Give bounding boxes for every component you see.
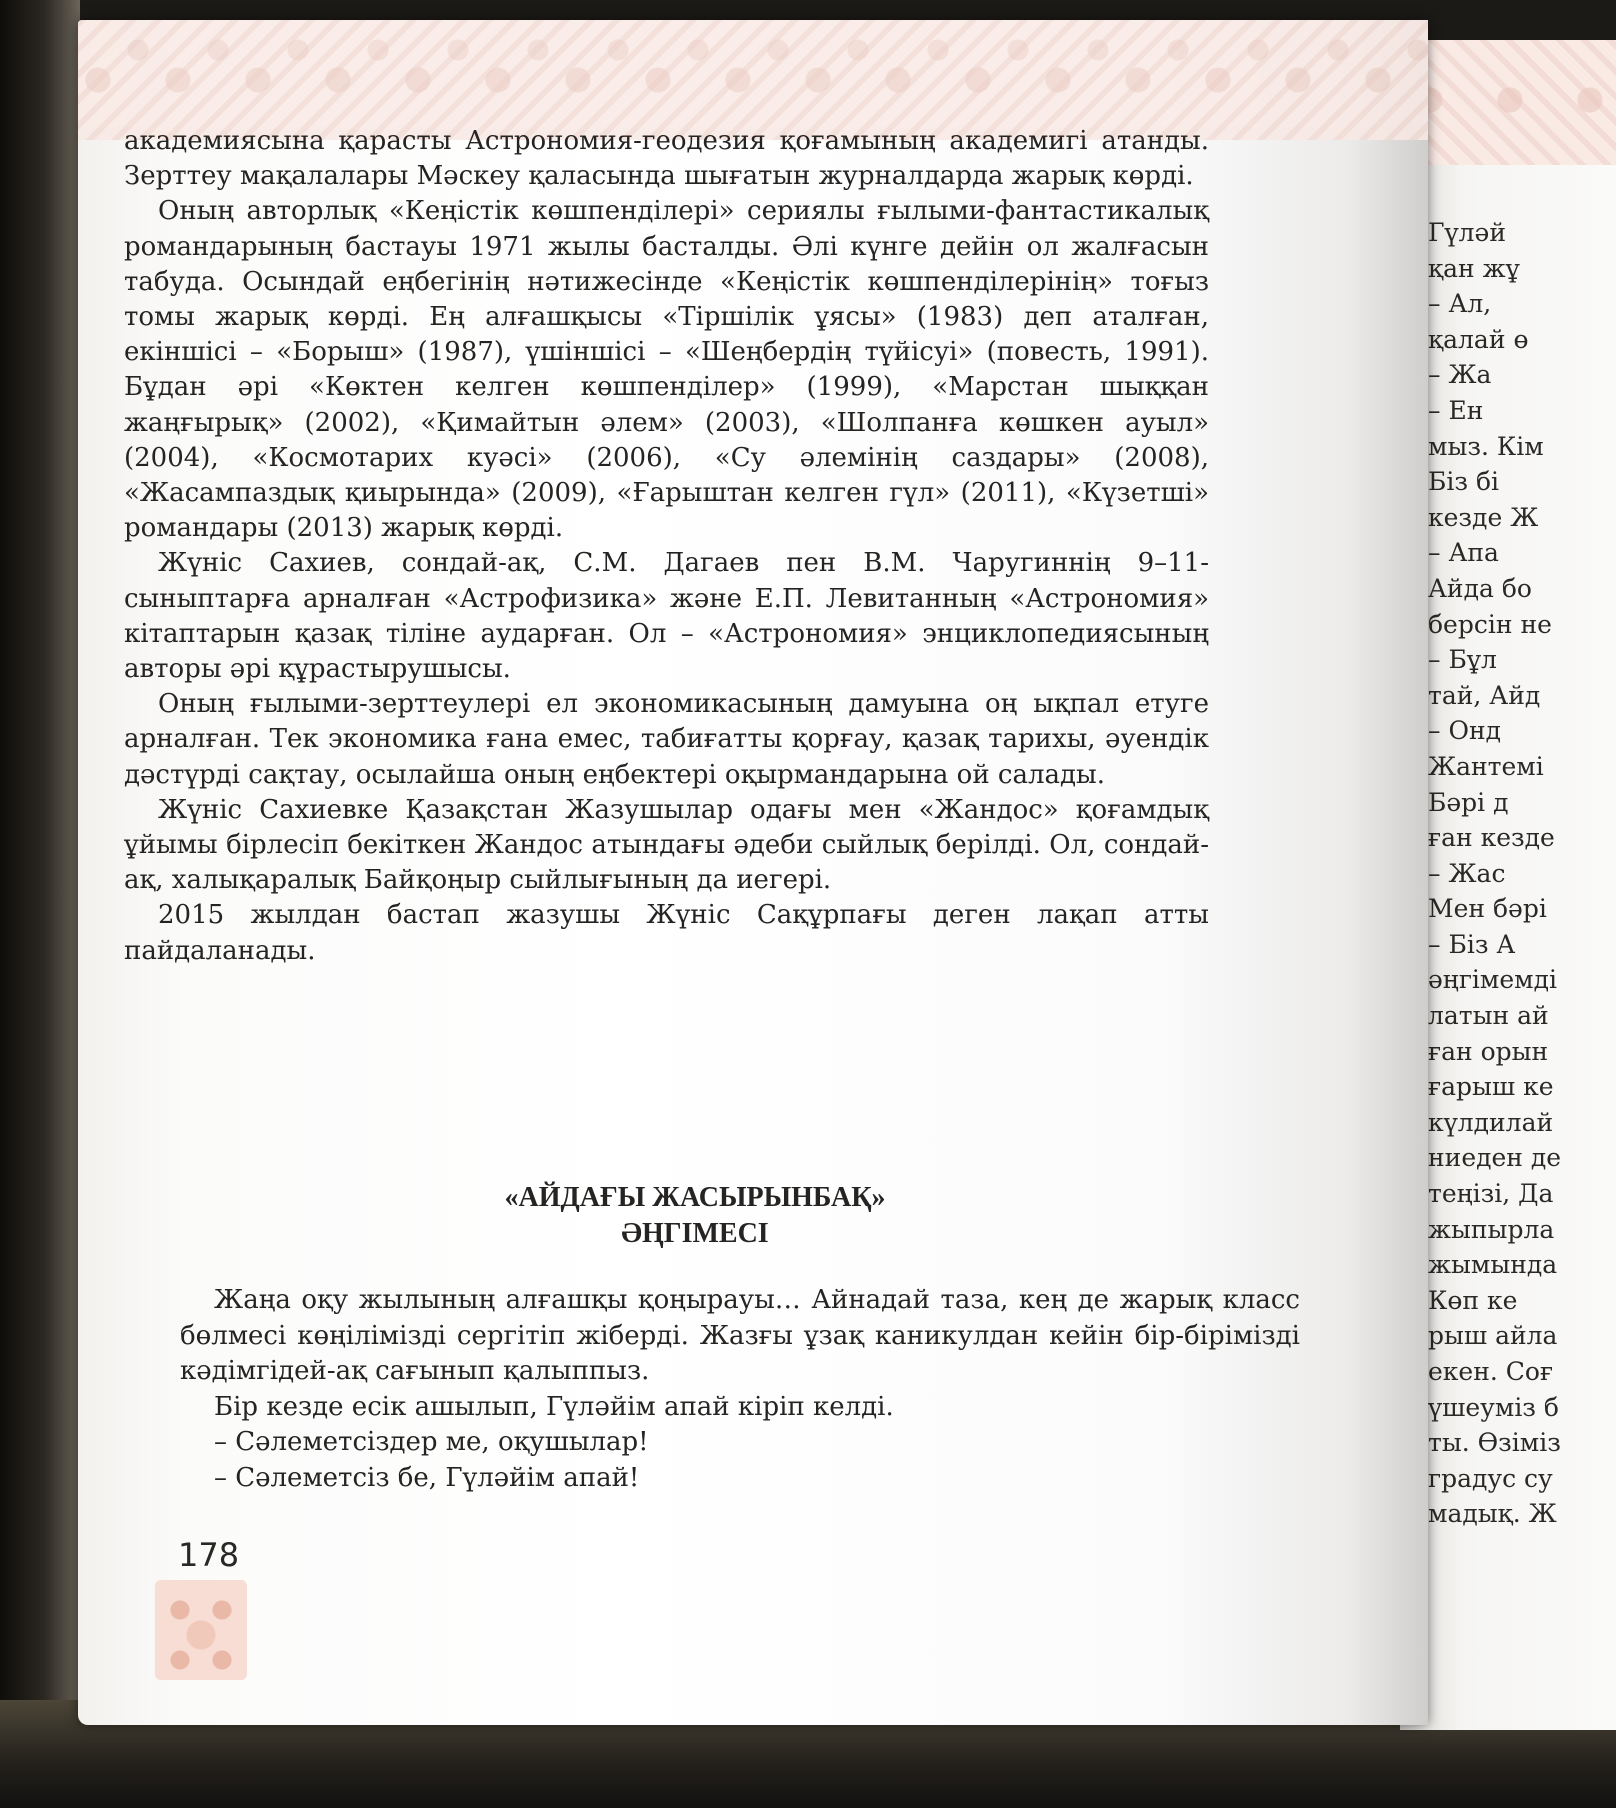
right-page-line: үшеуміз б <box>1428 1392 1559 1422</box>
right-page-text <box>1428 215 1616 1532</box>
right-page-line: теңізі, Да <box>1428 1179 1554 1209</box>
right-page-line: – Жа <box>1428 360 1492 390</box>
right-page-line: ған кезде <box>1428 823 1555 853</box>
story-paragraph: – Сәлеметсіз бе, Гүләйім апай! <box>214 1462 640 1493</box>
right-page-line: Бәрі д <box>1428 787 1509 817</box>
page-number: 178 <box>178 1536 240 1574</box>
paragraph: Жүніс Сахиев, сондай-ақ, С.М. Дагаев пен В.М. Чаругиннің 9–11-сыныптарға арналған «Астрофизика» және Е.П. Левитанның «Астрономия» кітаптарын қазақ тіліне аударған. Ол – «Астрономия» энциклопедиясының авторы әрі құрастырушысы. <box>124 548 1209 685</box>
right-page-line: латын ай <box>1428 1001 1549 1031</box>
right-page-line: – Онд <box>1428 716 1501 746</box>
biography-text <box>124 124 1209 969</box>
right-page-line: Жантемі <box>1428 751 1544 781</box>
right-page-line: Айда бо <box>1428 573 1532 603</box>
right-page <box>1400 40 1616 1730</box>
right-page-line: – Біз А <box>1428 929 1516 959</box>
right-page-line: берсін не <box>1428 609 1552 639</box>
right-page-line: ты. Өзіміз <box>1428 1428 1561 1458</box>
right-page-line: мадық. Ж <box>1428 1499 1557 1529</box>
right-page-line: кезде Ж <box>1428 502 1539 532</box>
right-page-line: мыз. Кім <box>1428 431 1544 461</box>
story-paragraph: Бір кезде есік ашылып, Гүләйім апай кіріп келді. <box>214 1391 894 1422</box>
story-text <box>180 1283 1300 1496</box>
right-page-line: қан жұ <box>1428 253 1520 283</box>
paragraph: Жүніс Сахиевке Қазақстан Жазушылар одағы мен «Жандос» қоғамдық ұйымы бірлесіп бекіткен Жандос атындағы әдеби сыйлық берілді. Ол, сондай-ақ, халықаралық Байқоңыр сыйлығының да иегері. <box>124 794 1209 896</box>
right-page-line: ниеден де <box>1428 1143 1562 1173</box>
right-page-line: тай, Айд <box>1428 680 1541 710</box>
right-page-line: күлдилай <box>1428 1107 1554 1137</box>
right-page-line: қалай ө <box>1428 324 1529 354</box>
right-page-line: – Бұл <box>1428 645 1497 675</box>
right-page-line: – Ал, <box>1428 289 1492 319</box>
book-cover-edge <box>0 0 80 1808</box>
paragraph: Оның авторлық «Кеңістік көшпенділері» сериялы ғылыми-фантастикалық романдарының бастауы 1971 жылы басталды. Әлі күнге дейін ол жалғасын табуда. Осындай еңбегінің нәтижесінде «Кеңістік көшпенділерінің» тоғыз томы жарық көрді. Ең алғашқысы «Тіршілік ұясы» (1983) деп аталған, екіншісі – «Борыш» (1987), үшіншісі – «Шеңбердің түйісуі» (повесть, 1991). Бұдан әрі «Көктен келген көшпенділер» (1999), «Марстан шыққан жаңғырық» (2002), «Қимайтын әлем» (2003), «Шолпанға көшкен ауыл» (2004), «Космотарих куәсі» (2006), «Су әлемінің саздары» (2008), «Жасампаздық қиырында» (2009), «Ғарыштан келген гүл» (2011), «Күзетші» романдары (2013) жарық көрді. <box>124 196 1209 544</box>
ornament-band <box>1400 40 1616 165</box>
right-page-line: – Жас <box>1428 858 1506 888</box>
ornament-band <box>78 20 1428 140</box>
right-page-line: Біз бі <box>1428 467 1499 497</box>
story-paragraph: Жаңа оқу жылының алғашқы қоңырауы… Айнадай таза, кең де жарық класс бөлмесі көңілімізді сергітіп жіберді. Жазғы ұзақ каникулдан кейін бір-бірімізді кәдімгідей-ақ сағынып қалыппыз. <box>180 1285 1300 1386</box>
right-page-line: жыпырла <box>1428 1214 1555 1244</box>
story-title-line2: ӘҢГІМЕСІ <box>621 1218 769 1249</box>
right-page-line: ғарыш ке <box>1428 1072 1554 1102</box>
right-page-line: – Ен <box>1428 395 1484 425</box>
right-page-line: Көп ке <box>1428 1285 1518 1315</box>
story-paragraph: – Сәлеметсіздер ме, оқушылар! <box>214 1427 649 1457</box>
right-page-line: екен. Соғ <box>1428 1357 1554 1386</box>
paragraph: 2015 жылдан бастап жазушы Жүніс Сақұрпағы деген лақап атты пайдаланады. <box>124 900 1209 966</box>
story-title-line1: «АЙДАҒЫ ЖАСЫРЫНБАҚ» <box>504 1182 886 1213</box>
right-page-line: – Апа <box>1428 538 1499 568</box>
right-page-line: әңгімемді <box>1428 965 1557 995</box>
right-page-line: жымында <box>1428 1250 1558 1280</box>
ornament-corner-icon <box>155 1580 247 1680</box>
right-page-line: Мен бәрі <box>1428 894 1547 924</box>
right-page-line: Гүләй <box>1428 218 1507 247</box>
right-page-line: ған орын <box>1428 1036 1549 1066</box>
story-title <box>230 1180 1160 1252</box>
right-page-line: градус су <box>1428 1463 1553 1493</box>
right-page-line: рыш айла <box>1428 1321 1558 1351</box>
paragraph: академиясына қарасты Астрономия-геодезия қоғамының академигі атанды. Зерттеу мақалалары Мәскеу қаласында шығатын журналдарда жарық көрді. <box>124 126 1209 192</box>
paragraph: Оның ғылыми-зерттеулері ел экономикасының дамуына оң ықпал етуге арналған. Тек экономика ғана емес, табиғатты қорғау, қазақ тарихы, әуендік дәстүрді сақтау, осылайша оның еңбектері оқырмандарына ой салады. <box>124 689 1209 790</box>
